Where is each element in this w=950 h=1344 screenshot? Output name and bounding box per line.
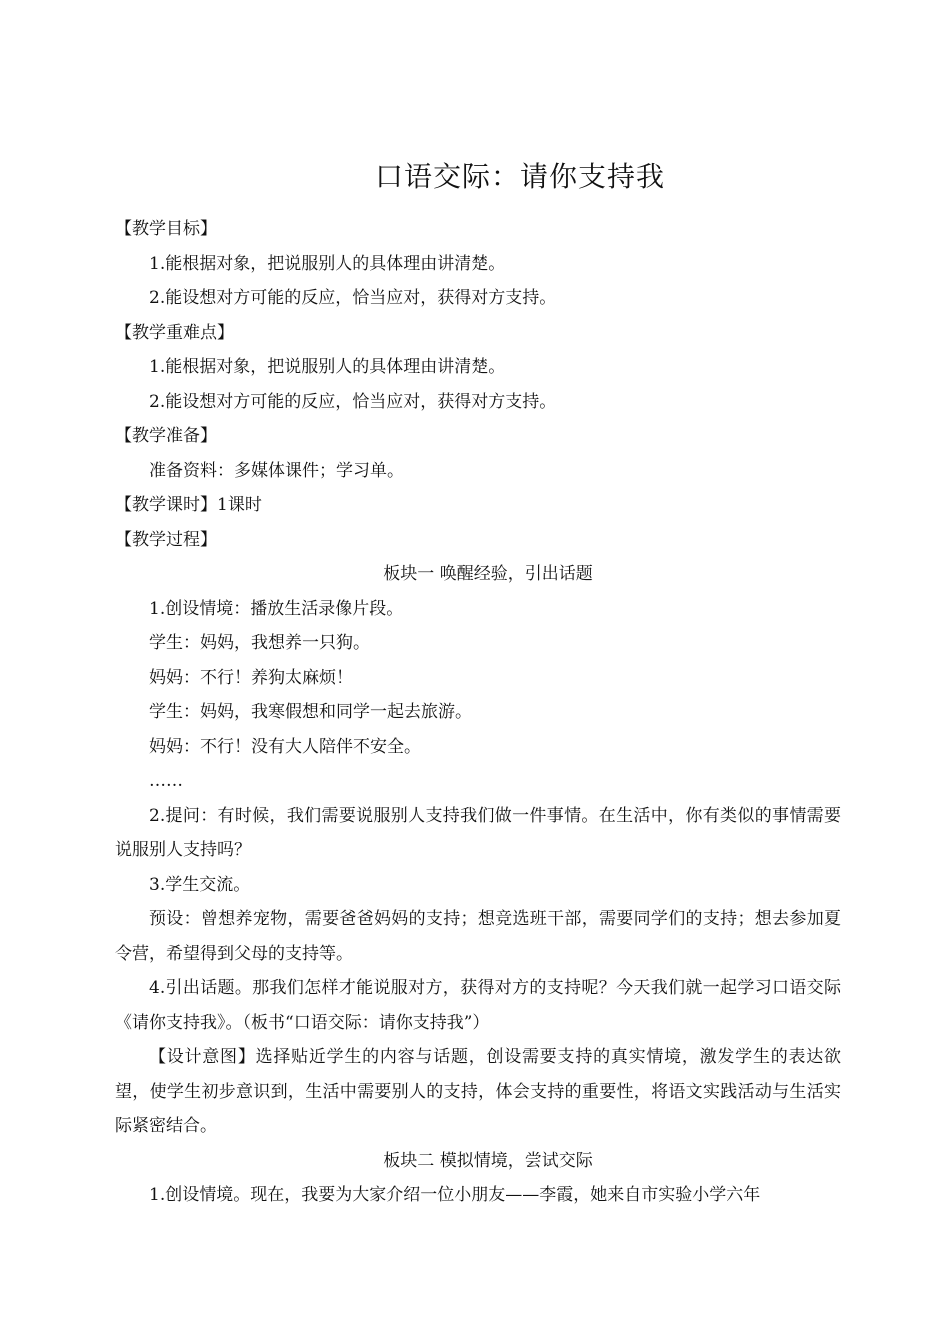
block1-preset: 预设：曾想养宠物，需要爸爸妈妈的支持；想竞选班干部，需要同学们的支持；想去参加夏令营，希望得到父母的支持等。	[115, 909, 841, 964]
objectives-heading: 【教学目标】	[115, 219, 217, 239]
block1-step4: 4.引出话题。那我们怎样才能说服对方，获得对方的支持呢？今天我们就一起学习口语交际《请你支持我》。（板书“口语交际：请你支持我”）	[115, 978, 841, 1033]
hours-line: 【教学课时】1课时	[115, 495, 262, 515]
dialogue-line: 妈妈：不行！没有大人陪伴不安全。	[149, 736, 421, 757]
design-intent: 【设计意图】选择贴近学生的内容与话题，创设需要支持的真实情境，激发学生的表达欲望，使学生初步意识到，生活中需要别人的支持，体会支持的重要性，将语文实践活动与生活实际紧密结合。	[115, 1047, 841, 1136]
page-title: 口语交际：请你支持我	[374, 160, 665, 193]
block1-step3: 3.学生交流。	[149, 874, 251, 895]
objective-item: 1.能根据对象，把说服别人的具体理由讲清楚。	[149, 253, 506, 274]
prep-heading: 【教学准备】	[115, 426, 217, 446]
ellipsis-line: ……	[149, 771, 183, 791]
objective-item: 2.能设想对方可能的反应，恰当应对，获得对方支持。	[149, 288, 557, 308]
prep-text: 准备资料：多媒体课件；学习单。	[149, 460, 404, 481]
process-heading: 【教学过程】	[115, 529, 217, 550]
block1-step2: 2.提问：有时候，我们需要说服别人支持我们做一件事情。在生活中，你有类似的事情需要说服别人支持吗？	[115, 805, 841, 860]
block2-heading: 板块二 模拟情境，尝试交际	[383, 1150, 593, 1171]
dialogue-line: 妈妈：不行！养狗太麻烦！	[149, 667, 353, 688]
keypoint-item: 2.能设想对方可能的反应，恰当应对，获得对方支持。	[149, 391, 557, 412]
dialogue-line: 学生：妈妈，我寒假想和同学一起去旅游。	[149, 702, 472, 722]
block1-step1: 1.创设情境：播放生活录像片段。	[149, 598, 404, 619]
dialogue-line: 学生：妈妈，我想养一只狗。	[149, 633, 370, 653]
keypoint-item: 1.能根据对象，把说服别人的具体理由讲清楚。	[149, 357, 506, 377]
block1-heading: 板块一 唤醒经验，引出话题	[383, 564, 593, 584]
keypoints-heading: 【教学重难点】	[115, 322, 234, 343]
document-body	[115, 212, 841, 1213]
block2-step1: 1.创设情境。现在，我要为大家介绍一位小朋友——李霞，她来自市实验小学六年	[149, 1185, 761, 1205]
